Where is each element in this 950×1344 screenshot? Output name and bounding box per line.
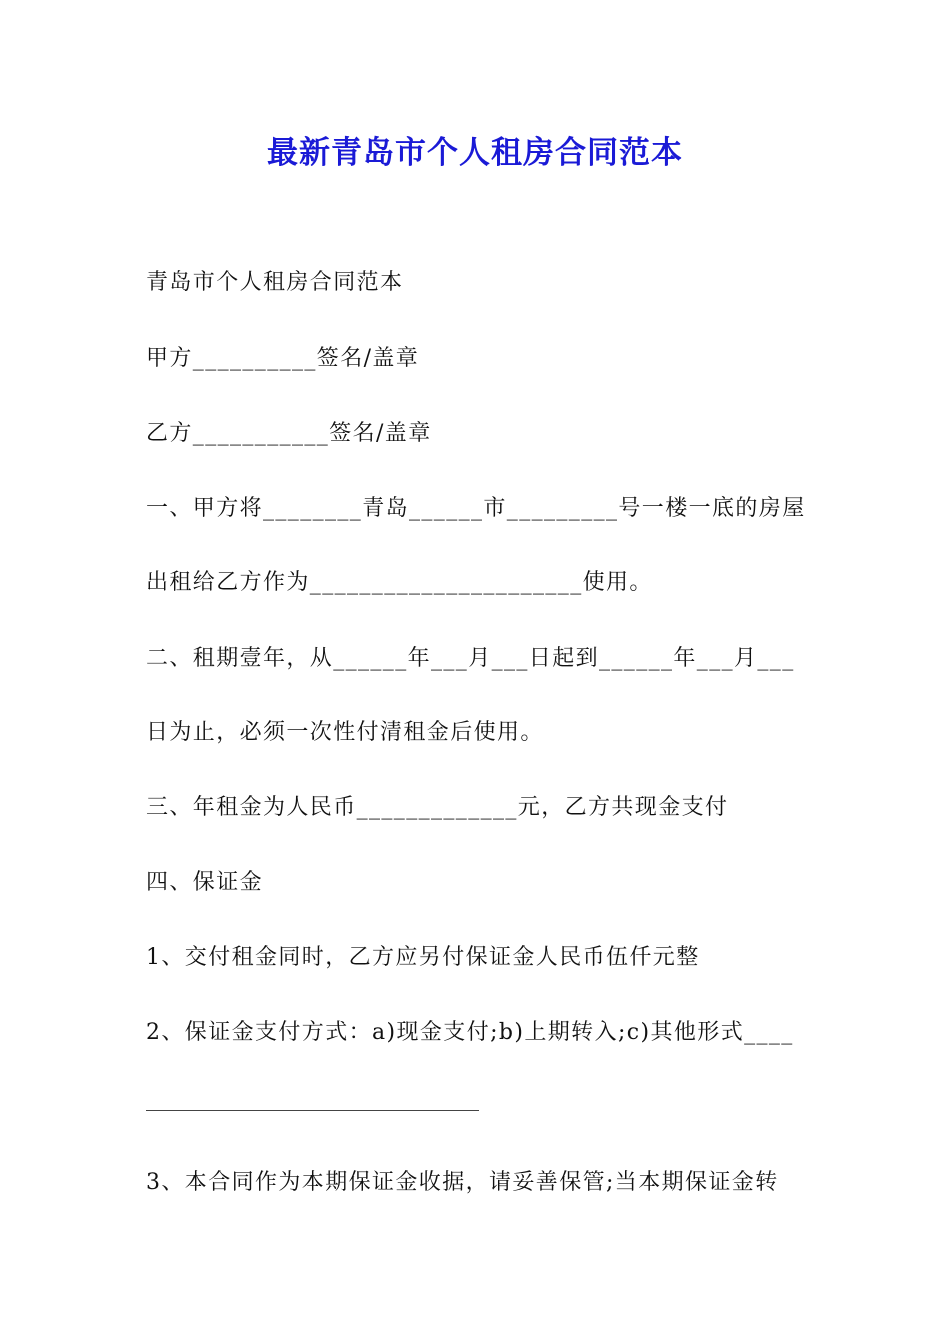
deposit-item-1: 1、交付租金同时，乙方应另付保证金人民币伍仟元整 (146, 945, 700, 970)
blank-underline (146, 1110, 479, 1111)
deposit-item-2: 2、保证金支付方式：a)现金支付;b)上期转入;c)其他形式____ (146, 1020, 794, 1045)
clause-1-line-2: 出租给乙方作为______________________使用。 (146, 570, 653, 595)
clause-3-line: 三、年租金为人民币_____________元，乙方共现金支付 (146, 795, 729, 820)
party-b-line: 乙方___________签名/盖章 (146, 421, 432, 446)
clause-1-line-1: 一、甲方将________青岛______市_________号一楼一底的房屋 (146, 496, 806, 521)
subtitle-line: 青岛市个人租房合同范本 (146, 270, 404, 295)
clause-2-line-1: 二、租期壹年，从______年___月___日起到______年___月___ (146, 646, 795, 671)
party-a-line: 甲方__________签名/盖章 (146, 346, 420, 371)
clause-2-line-2: 日为止，必须一次性付清租金后使用。 (146, 720, 544, 745)
document-title: 最新青岛市个人租房合同范本 (267, 135, 683, 171)
clause-4-heading: 四、保证金 (146, 870, 264, 895)
deposit-item-3: 3、本合同作为本期保证金收据，请妥善保管;当本期保证金转 (146, 1170, 779, 1195)
